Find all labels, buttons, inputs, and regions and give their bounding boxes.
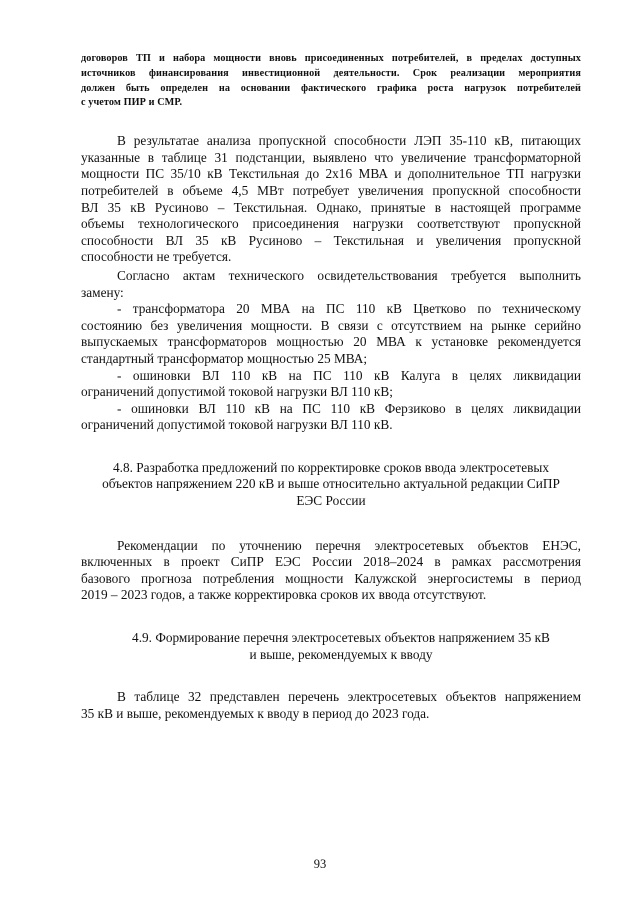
text-line: замену: xyxy=(81,284,124,300)
page-number: 93 xyxy=(313,857,327,871)
text-line: ограничений допустимой токовой нагрузки ВЛ 110 кВ; xyxy=(81,384,393,400)
text-line: состоянию без увеличения мощности. В связи с отсутствием на рынке серийно xyxy=(81,317,581,333)
list-item-kaluga: - ошиновки ВЛ 110 кВ на ПС 110 кВ Калуга в целях ликвидации xyxy=(117,367,581,383)
text-line: Согласно актам технического освидетельствования требуется выполнить xyxy=(117,267,581,283)
text-line: В результатае анализа пропускной способности ЛЭП 35-110 кВ, питающих xyxy=(117,133,581,149)
text-line: 2019 – 2023 годов, а также корректировка сроков их ввода отсутствуют. xyxy=(81,587,487,603)
paragraph-capacity-analysis xyxy=(81,133,581,266)
text-line: ВЛ 35 кВ Русиново – Текстильная. Однако, принятые в настоящей программе xyxy=(81,199,581,215)
text-line: В таблице 32 представлен перечень электросетевых объектов напряжением xyxy=(117,689,581,705)
text-line: 35 кВ и выше, рекомендуемых к вводу в период до 2023 года. xyxy=(81,705,430,721)
paragraph-table-32 xyxy=(81,689,581,722)
document-page xyxy=(81,52,581,722)
text-line: стандартный трансформатор мощностью 25 МВА; xyxy=(81,350,368,366)
text-line: включенных в проект СиПР ЕЭС России 2018–2024 в рамках рассмотрения xyxy=(81,554,581,570)
text-line: источников финансирования инвестиционной деятельности. Срок реализации мероприятия xyxy=(81,67,581,79)
text-line: указанные в таблице 31 подстанции, выявлено что увеличение трансформаторной xyxy=(81,149,581,165)
list-item-ferzikovo: - ошиновки ВЛ 110 кВ на ПС 110 кВ Ферзиково в целях ликвидации xyxy=(117,400,581,416)
text-line: способности не требуется. xyxy=(81,249,232,265)
paragraph-recommendations xyxy=(81,538,581,604)
text-line: объемы технологического присоединения нагрузки соответствуют пропускной xyxy=(81,216,581,232)
text-line: должен быть определен на основании фактического графика роста нагрузок потребителей xyxy=(81,82,581,94)
text-line: выпускаемых трансформаторов мощностью 20 МВА к установке рекомендуется xyxy=(81,334,581,350)
text-line: способности ВЛ 35 кВ Русиново – Текстильная и увеличения пропускной xyxy=(81,232,581,248)
text-line: потребителей в объеме 4,5 МВт потребует увеличения пропускной способности xyxy=(81,182,581,198)
text-line: с учетом ПИР и СМР. xyxy=(81,97,183,109)
text-line: ограничений допустимой токовой нагрузки ВЛ 110 кВ. xyxy=(81,417,393,433)
section-heading-4-8 xyxy=(81,460,581,510)
heading-line: объектов напряжением 220 кВ и выше относительно актуальной редакции СиПР xyxy=(102,476,560,492)
text-line: Рекомендации по уточнению перечня электросетевых объектов ЕНЭС, xyxy=(117,537,581,553)
list-item-transformer: - трансформатора 20 МВА на ПС 110 кВ Цветково по техническому xyxy=(117,301,581,317)
top-note xyxy=(81,52,581,111)
text-line: мощности ПС 35/10 кВ Текстильная до 2х16 МВА и дополнительное ТП нагрузки xyxy=(81,166,581,182)
text-line: базового прогноза потребления мощности Калужской энергосистемы в период xyxy=(81,570,581,586)
paragraph-replacement xyxy=(81,268,581,434)
heading-line: 4.9. Формирование перечня электросетевых объектов напряжением 35 кВ xyxy=(132,630,550,646)
heading-line: и выше, рекомендуемых к вводу xyxy=(249,646,433,662)
heading-line: ЕЭС России xyxy=(296,493,366,509)
text-line: договоров ТП и набора мощности вновь присоединенных потребителей, в пределах доступных xyxy=(81,53,581,64)
section-heading-4-9 xyxy=(81,630,581,663)
heading-line: 4.8. Разработка предложений по корректировке сроков ввода электросетевых xyxy=(113,459,549,475)
